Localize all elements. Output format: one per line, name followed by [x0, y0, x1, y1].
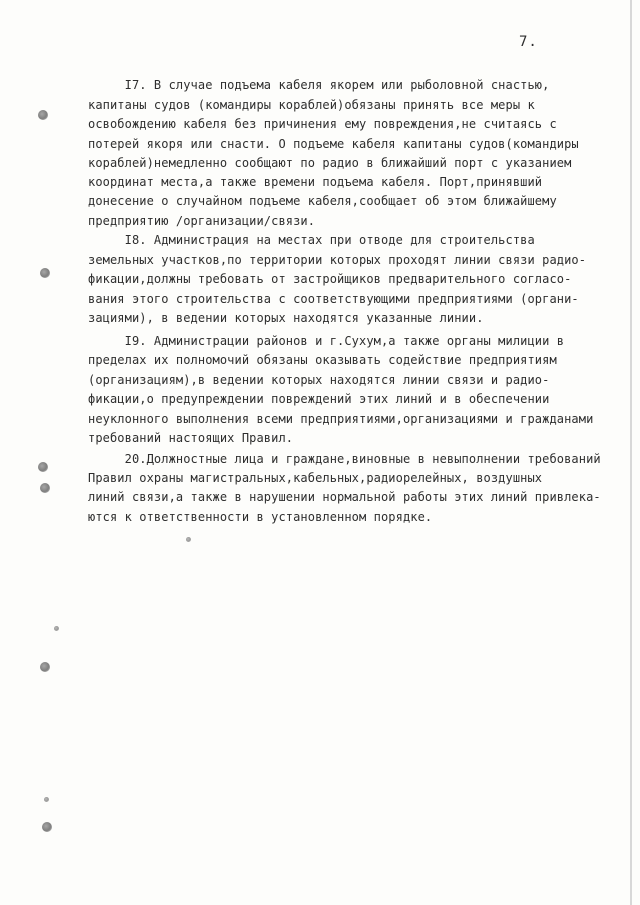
binder-hole-mark [38, 462, 48, 472]
text-line: 20.Должностные лица и граждане,виновные в невыполнении требований [88, 452, 601, 466]
text-line: предприятию /организации/связи. [88, 214, 316, 228]
text-line: кораблей)немедленно сообщают по радио в ближайший порт с указанием [88, 156, 572, 170]
text-line: требований настоящих Правил. [88, 431, 294, 445]
text-line: (организациям),в ведении которых находятся линии связи и радио- [88, 373, 550, 387]
page-edge-shadow [630, 0, 632, 905]
text-line: I7. В случае подъема кабеля якорем или рыболовной снастью, [88, 78, 550, 92]
binder-hole-mark [40, 483, 50, 493]
binder-hole-mark [38, 110, 48, 120]
text-line: земельных участков,по территории которых проходят линии связи радио- [88, 253, 587, 267]
text-line: координат места,а также времени подъема кабеля. Порт,принявший [88, 175, 543, 189]
text-line: линий связи,а также в нарушении нормальной работы этих линий привлека- [88, 490, 601, 504]
text-line: неуклонного выполнения всеми предприятиями,организациями и гражданами [88, 412, 594, 426]
text-line: фикации,о предупреждении повреждений этих линий и в обеспечении [88, 392, 550, 406]
text-line: ются к ответственности в установленном порядке. [88, 510, 433, 524]
text-line: донесение о случайном подъеме кабеля,сообщает об этом ближайшему [88, 194, 557, 208]
binder-hole-mark [42, 822, 52, 832]
text-line: зациями), в ведении которых находятся указанные линии. [88, 311, 484, 325]
binder-hole-mark [44, 797, 49, 802]
text-line: освобождению кабеля без причинения ему повреждения,не считаясь с [88, 117, 557, 131]
text-line: вания этого строительства с соответствующими предприятиями (органи- [88, 292, 579, 306]
binder-hole-mark [54, 626, 59, 631]
text-line: капитаны судов (командиры кораблей)обязаны принять все меры к [88, 98, 535, 112]
text-line: I8. Администрация на местах при отводе для строительства [88, 233, 535, 247]
text-line: фикации,должны требовать от застройщиков предварительного согласо- [88, 272, 572, 286]
text-line: I9. Администрации районов и г.Сухум,а также органы милиции в [88, 334, 565, 348]
text-line: пределах их полномочий обязаны оказывать содействие предприятиям [88, 353, 557, 367]
text-line: Правил охраны магистральных,кабельных,радиорелейных, воздушных [88, 471, 543, 485]
binder-hole-mark [40, 268, 50, 278]
page-number: 7. [519, 34, 538, 50]
binder-hole-mark [40, 662, 50, 672]
text-line: потерей якоря или снасти. О подъеме кабеля капитаны судов(командиры [88, 137, 579, 151]
binder-hole-mark [186, 537, 191, 542]
